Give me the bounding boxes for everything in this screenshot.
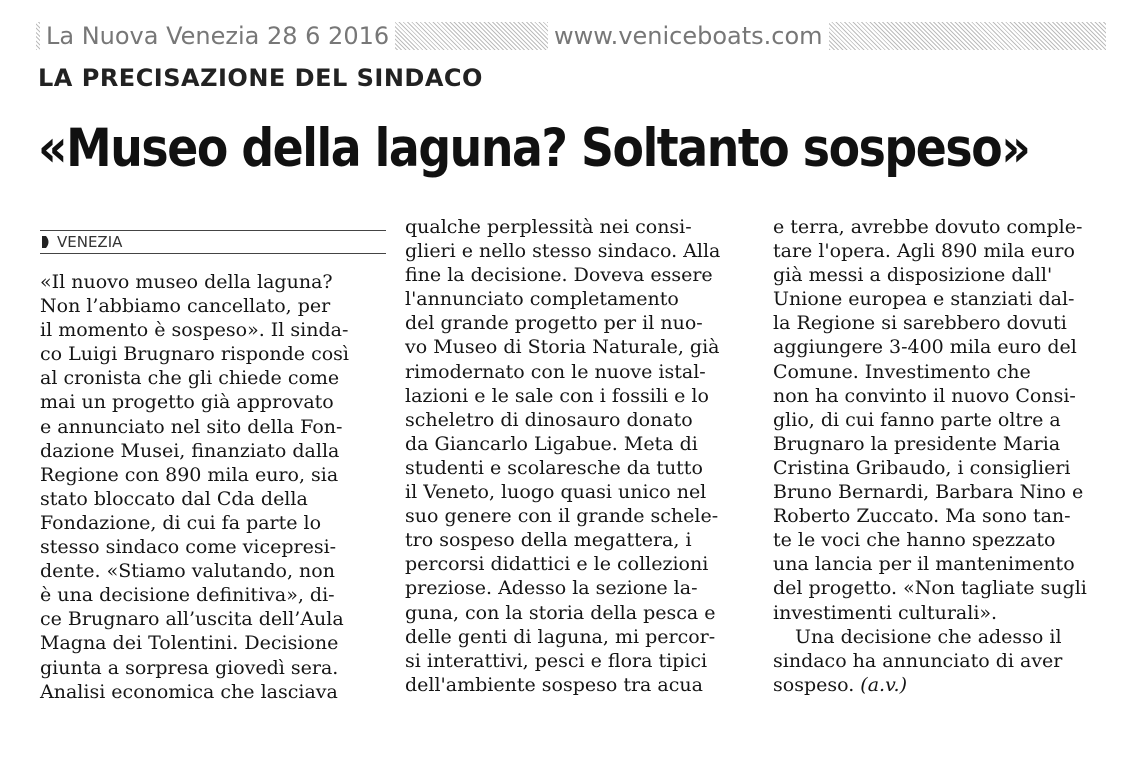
text-line: stato bloccato dal Cda della (40, 487, 308, 510)
text-line: del progetto. «Non tagliate sugli (773, 577, 1087, 600)
text-line: si interattivi, pesci e flora tipici (405, 649, 708, 672)
text-line: Regione con 890 mila euro, sia (40, 463, 339, 486)
dateline-label: VENEZIA (57, 233, 123, 251)
text-line: sospeso. (773, 673, 855, 696)
text-line: fine la decisione. Doveva essere (405, 264, 713, 287)
text-line: lazioni e le sale con i fossili e lo (405, 384, 709, 407)
text-line: Cristina Gribaudo, i consiglieri (773, 456, 1071, 479)
text-line: una lancia per il mantenimento (773, 553, 1075, 576)
text-line: Non l’abbiamo cancellato, per (40, 295, 331, 318)
text-line: mai un progetto già approvato (40, 391, 334, 414)
article-column-2 (405, 215, 745, 697)
text-line: già messi a disposizione dall' (773, 264, 1053, 287)
text-line: suo genere con il grande schele- (405, 505, 719, 528)
text-line: dente. «Stiamo valutando, non (40, 560, 335, 583)
text-line: è una decisione definitiva», di- (40, 584, 335, 607)
text-line: Bruno Bernardi, Barbara Nino e (773, 481, 1084, 504)
text-line: il momento è sospeso». Il sinda- (40, 319, 349, 342)
text-line: Comune. Investimento che (773, 360, 1031, 383)
text-line: giunta a sorpresa giovedì sera. (40, 656, 339, 679)
text-line: e terra, avrebbe dovuto comple- (773, 216, 1083, 238)
kicker: LA PRECISAZIONE DEL SINDACO (38, 64, 483, 92)
headline: «Museo della laguna? Soltanto sospeso» (38, 118, 1030, 179)
website-label: www.veniceboats.com (548, 22, 829, 50)
text-line: non ha convinto il nuovo Consi- (773, 384, 1076, 407)
text-line: co Luigi Brugnaro risponde così (40, 343, 350, 366)
text-line: ce Brugnaro all’uscita dell’Aula (40, 608, 344, 631)
dateline (40, 230, 386, 254)
text-line: Roberto Zuccato. Ma sono tan- (773, 505, 1071, 528)
article-column-1 (40, 270, 376, 704)
text-line: Brugnaro la presidente Maria (773, 432, 1061, 455)
text-line: aggiungere 3-400 mila euro del (773, 336, 1077, 359)
text-line: scheletro di dinosauro donato (405, 408, 693, 431)
author-signature: (a.v.) (860, 673, 908, 696)
text-line: «Il nuovo museo della laguna? (40, 271, 333, 293)
text-line: sindaco ha annunciato di aver (773, 649, 1063, 672)
text-line: percorsi didattici e le collezioni (405, 553, 709, 576)
text-line: Magna dei Tolentini. Decisione (40, 632, 339, 655)
text-line: Analisi economica che lasciava (40, 680, 338, 703)
text-line: te le voci che hanno spezzato (773, 529, 1056, 552)
article-column-3 (773, 215, 1105, 697)
text-line: glieri e nello stesso sindaco. Alla (405, 240, 721, 263)
text-line: da Giancarlo Ligabue. Meta di (405, 432, 698, 455)
text-line: Unione europea e stanziati dal- (773, 288, 1075, 311)
text-line: dell'ambiente sospeso tra acua (405, 673, 703, 696)
source-label: La Nuova Venezia 28 6 2016 (40, 22, 395, 50)
text-line: glio, di cui fanno parte oltre a (773, 408, 1061, 431)
text-line: tro sospeso della megattera, i (405, 529, 692, 552)
text-line: stesso sindaco come vicepresi- (40, 536, 337, 559)
text-line: investimenti culturali». (773, 601, 998, 624)
text-line: il Veneto, luogo quasi unico nel (405, 481, 707, 504)
text-line: studenti e scolaresche da tutto (405, 456, 703, 479)
text-line: l'annunciato completamento (405, 288, 679, 311)
text-line: tare l'opera. Agli 890 mila euro (773, 240, 1075, 263)
text-line: al cronista che gli chiede come (40, 367, 340, 390)
text-line: qualche perplessità nei consi- (405, 216, 692, 238)
text-line: Una decisione che adesso il (795, 625, 1062, 648)
text-line: guna, con la storia della pesca e (405, 601, 716, 624)
text-line: preziose. Adesso la sezione la- (405, 577, 698, 600)
source-bar (36, 22, 1106, 50)
closing-line (773, 673, 1105, 697)
text-line: Fondazione, di cui fa parte lo (40, 511, 322, 534)
text-line: rimodernato con le nuove istal- (405, 360, 706, 383)
text-line: la Regione si sarebbero dovuti (773, 312, 1067, 335)
text-line: dazione Musei, finanziato dalla (40, 439, 340, 462)
text-line: del grande progetto per il nuo- (405, 312, 703, 335)
dateline-marker-icon (42, 236, 51, 248)
text-line: vo Museo di Storia Naturale, già (405, 336, 720, 359)
text-line: e annunciato nel sito della Fon- (40, 415, 343, 438)
text-line: delle genti di laguna, mi percor- (405, 625, 716, 648)
